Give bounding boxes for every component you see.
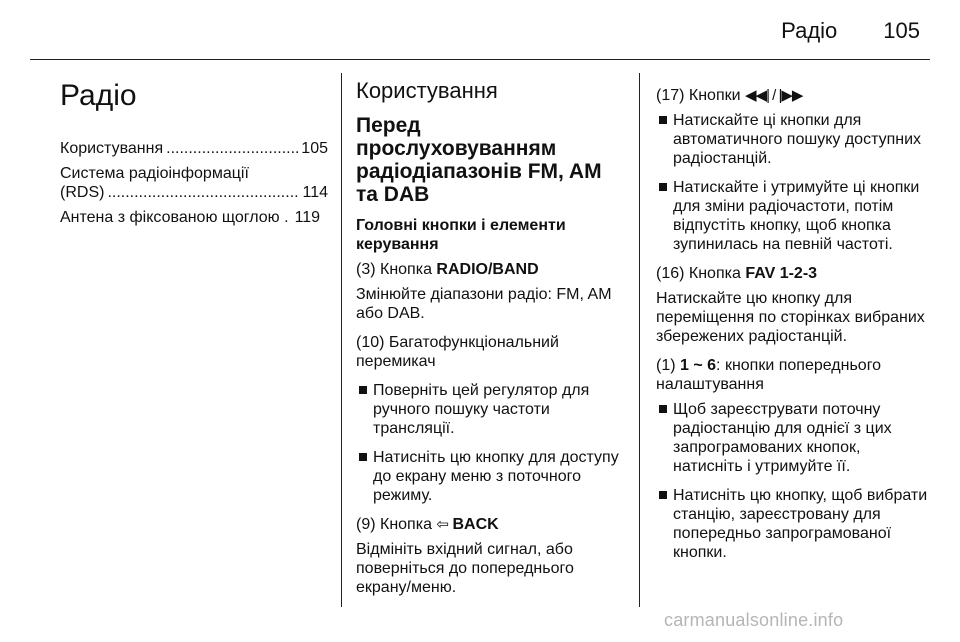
page-number: 105 bbox=[883, 18, 920, 43]
radio-band-button-name: RADIO/BAND bbox=[436, 261, 539, 278]
bullet-square-icon bbox=[659, 183, 667, 191]
radio-band-label: (3) Кнопка RADIO/BAND bbox=[356, 261, 539, 278]
subheading-before-listening: Перед прослуховуванням радіодіапазонів FM, AM та DAB bbox=[356, 114, 602, 206]
toc-entry-page: 119 bbox=[294, 209, 321, 226]
seek-buttons-icon: ◀◀| / |▶▶ bbox=[745, 87, 803, 104]
fav-label: (16) Кнопка FAV 1-2-3 bbox=[656, 265, 818, 282]
presets-bullets bbox=[656, 400, 928, 562]
multifunction-title: (10) Багатофункціональний перемикач bbox=[356, 334, 559, 370]
bullet-square-icon bbox=[659, 405, 667, 413]
fav-description: Натискайте цю кнопку для переміщення по сторінках вибраних збережених радіостанцій. bbox=[656, 290, 925, 345]
fav-button-name: FAV 1-2-3 bbox=[745, 265, 818, 282]
controls-heading: Головні кнопки і елементи керування bbox=[356, 217, 566, 253]
heading-usage: Користування bbox=[356, 78, 498, 103]
toc-entry-title: Користування bbox=[60, 140, 164, 157]
seek-bullets bbox=[656, 111, 928, 254]
column-toc bbox=[60, 70, 328, 233]
bullet-square-icon bbox=[659, 116, 667, 124]
column-buttons bbox=[656, 70, 928, 572]
back-button-name: BACK bbox=[452, 516, 499, 533]
column-divider-2 bbox=[639, 73, 640, 607]
list-item: Натискайте ці кнопки для автоматичного пошуку доступних радіостанцій. bbox=[656, 111, 928, 168]
column-divider-1 bbox=[341, 73, 342, 607]
toc-entry[interactable] bbox=[60, 208, 328, 227]
watermark: carmanualsonline.info bbox=[664, 610, 844, 630]
toc-entry-title: Система радіоінформації bbox=[60, 165, 249, 182]
list-item: Натискайте і утримуйте ці кнопки для зміни радіочастоти, потім відпустіть кнопку, щоб кнопка зупинилась на певній частоті. bbox=[656, 178, 928, 254]
toc-leader bbox=[166, 139, 298, 158]
toc-leader bbox=[107, 183, 299, 202]
presets-button-name: 1 ~ 6 bbox=[680, 357, 717, 374]
column-usage bbox=[356, 70, 626, 607]
toc-entry-page: 105 bbox=[301, 140, 328, 157]
toc-entry-page: 114 bbox=[302, 184, 328, 201]
back-arrow-icon: ⇦ bbox=[436, 516, 448, 533]
bullet-square-icon bbox=[359, 453, 367, 461]
list-item: Поверніть цей регулятор для ручного пошуку частоти трансляції. bbox=[356, 381, 626, 438]
back-description: Відмініть вхідний сигнал, або поверніться до попереднього екрану/меню. bbox=[356, 541, 574, 596]
list-item: Натисніть цю кнопку для доступу до екрану меню з поточного режиму. bbox=[356, 448, 626, 505]
running-header-title: Радіо bbox=[781, 18, 838, 43]
list-item: Щоб зареєструвати поточну радіостанцію для однієї з цих запрограмованих кнопок, натисніть і утримуйте її. bbox=[656, 400, 928, 476]
toc-entry[interactable] bbox=[60, 139, 328, 158]
radio-band-description: Змінюйте діапазони радіо: FM, AM або DAB. bbox=[356, 286, 612, 322]
running-header bbox=[520, 18, 920, 48]
header-rule bbox=[30, 59, 930, 60]
multifunction-bullets bbox=[356, 381, 626, 505]
section-title: Радіо bbox=[60, 79, 137, 112]
list-item: Натисніть цю кнопку, щоб вибрати станцію, зареєстровану для попередньо запрограмованої кнопки. bbox=[656, 486, 928, 562]
toc-entry-title-cont: (RDS) bbox=[60, 184, 105, 201]
bullet-square-icon bbox=[659, 491, 667, 499]
toc-entry-title: Антена з фіксованою щоглою . bbox=[60, 209, 289, 226]
back-label: (9) Кнопка ⇦ BACK bbox=[356, 516, 499, 533]
toc-entry[interactable] bbox=[60, 164, 328, 202]
bullet-square-icon bbox=[359, 386, 367, 394]
seek-label: (17) Кнопки ◀◀| / |▶▶ bbox=[656, 87, 803, 104]
presets-label: (1) 1 ~ 6: кнопки попереднього налаштування bbox=[656, 357, 882, 393]
